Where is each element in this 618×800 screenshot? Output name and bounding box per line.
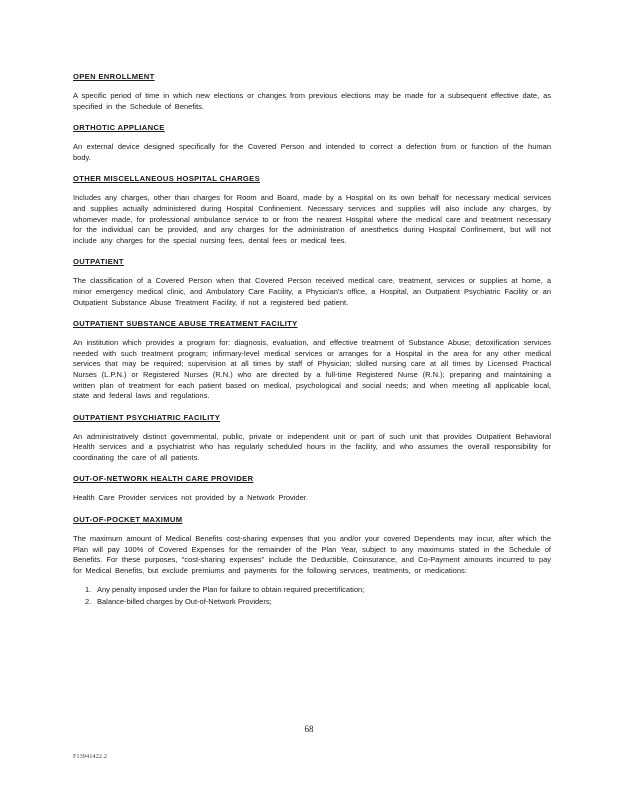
- list-item-number: 2.: [85, 597, 92, 607]
- page-number: 68: [304, 724, 314, 734]
- definition-heading: OUTPATIENT PSYCHIATRIC FACILITY: [73, 412, 221, 422]
- definition-out-of-network-provider: [73, 474, 551, 504]
- definition-outpatient-psychiatric-facility: [73, 413, 551, 464]
- definition-outpatient: [73, 257, 551, 308]
- definition-heading: OPEN ENROLLMENT: [73, 72, 155, 81]
- definition-heading: OUT-OF-NETWORK HEALTH CARE PROVIDER: [73, 474, 254, 484]
- definition-body: An administratively distinct governmental, public, private or independent unit or part of such unit that provides Outpatient Behavioral Health services and a psychiatrist who has regularly scheduled hours in the facility, and who assumes the overall responsibility for coordinating the care of all patients.: [73, 431, 551, 462]
- definition-body: The maximum amount of Medical Benefits cost-sharing expenses that you and/or your covered Dependents may incur, after which the Plan will pay 100% of Covered Expenses for the remainder of the Plan Year, subject to any maximums stated in the Schedule of Benefits. For these purposes, "cost-sharing expenses" include the Deductible, Coinsurance, and Co-Payment amounts incurred to pay for Medical Benefits, but exclude premiums and payments for the following services, treatments, or medications:: [73, 534, 551, 575]
- definition-orthotic-appliance: [73, 123, 551, 163]
- definition-body: The classification of a Covered Person when that Covered Person received medical care, treatment, services or supplies at home, a minor emergency medical clinic, and Ambulatory Care Facility, a Physician's office, a Hospital, an Outpatient Psychiatric Facility or an Outpatient Substance Abuse Treatment Facility, if not a registered bed patient.: [73, 276, 551, 307]
- definition-other-misc-hospital-charges: [73, 174, 551, 246]
- exclusion-list: [73, 585, 551, 607]
- document-id: F13941422.2: [73, 754, 108, 760]
- list-item-number: 1.: [85, 585, 92, 595]
- definition-out-of-pocket-maximum: [73, 515, 551, 608]
- list-item: [85, 585, 551, 596]
- page-content: [73, 72, 551, 619]
- definition-outpatient-substance-abuse-facility: [73, 319, 551, 402]
- definition-body: Health Care Provider services not provided by a Network Provider.: [73, 493, 308, 503]
- definition-heading: ORTHOTIC APPLIANCE: [73, 123, 165, 133]
- list-item: [85, 597, 551, 608]
- definition-heading: OUTPATIENT: [73, 257, 124, 267]
- list-item-text: Balance-billed charges by Out-of-Network Providers;: [97, 597, 272, 607]
- definition-body: An external device designed specifically for the Covered Person and intended to correct a defection from or function of the human body.: [73, 142, 551, 162]
- definition-body: Includes any charges, other than charges for Room and Board, made by a Hospital on its own behalf for necessary medical services and supplies actually administered during Hospital Confinement. Necessary services and supplies will also include any charges, by whomever made, for professional ambulance service to or from the nearest Hospital where the medical care and treatment necessary for the individual can be provided, and any charges for the administration of anesthetics during Hospital Confinement, but will not include any charges for the special nursing fees, dental fees or medical fees.: [73, 193, 551, 245]
- list-item-text: Any penalty imposed under the Plan for failure to obtain required precertification;: [97, 585, 365, 595]
- definition-open-enrollment: [73, 72, 551, 112]
- definition-heading: OUT-OF-POCKET MAXIMUM: [73, 515, 183, 525]
- definition-heading: OUTPATIENT SUBSTANCE ABUSE TREATMENT FACILITY: [73, 319, 298, 329]
- definition-body: A specific period of time in which new elections or changes from previous elections may be made for a subsequent effective date, as specified in the Schedule of Benefits.: [73, 91, 551, 111]
- definition-body: An institution which provides a program for: diagnosis, evaluation, and effective treatment of Substance Abuse; detoxification services needed with such treatment program; infirmary-level medical services or arranges for a Hospital in the area for any other medical services that may be required; supervision at all times by staff of Physician; skilled nursing care at all times by Licensed Practical Nurses (L.P.N.) or Registered Nurses (R.N.) who are directed by a full-time Registered Nurse (R.N.); preparing and maintaining a written plan of treatment for each patient based on medical, psychological and social needs; and when meeting all applicable local, state and federal laws and regulations.: [73, 338, 551, 401]
- definition-heading: OTHER MISCELLANEOUS HOSPITAL CHARGES: [73, 174, 260, 184]
